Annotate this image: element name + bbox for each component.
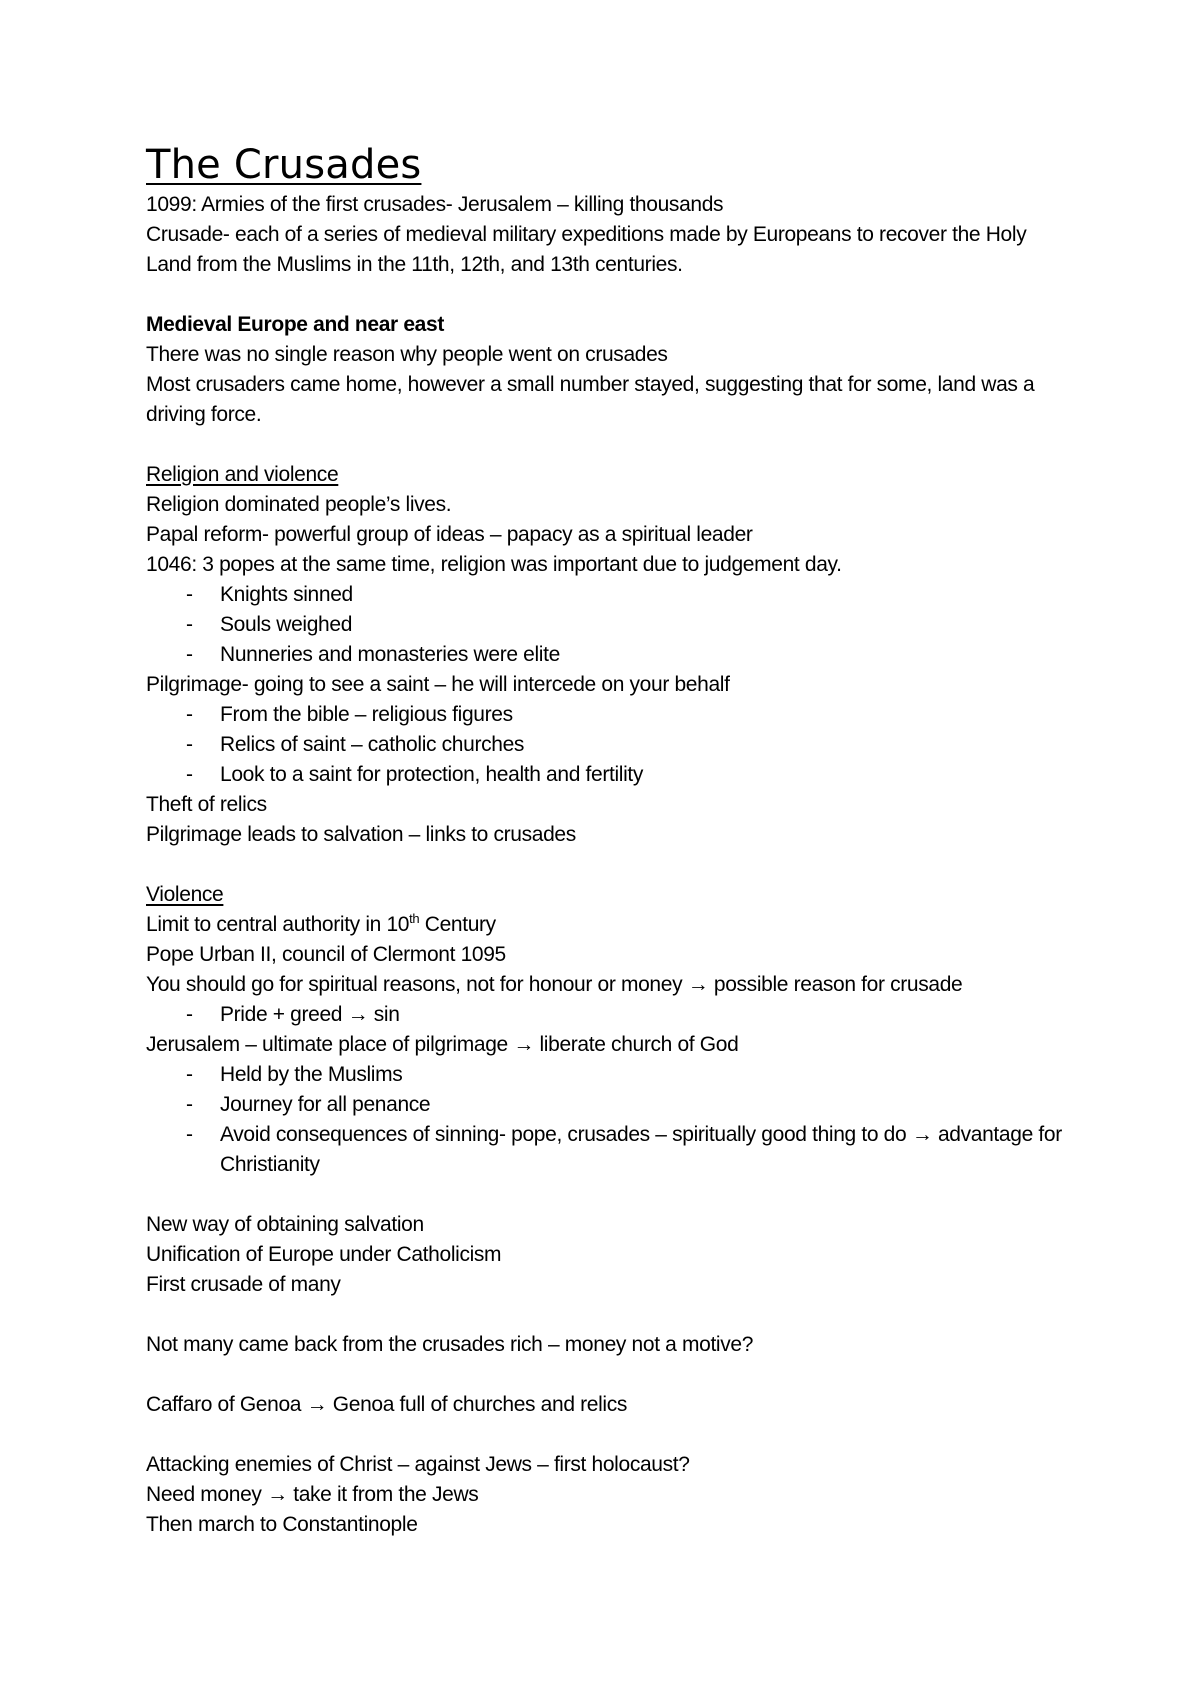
text-line: Then march to Constantinople bbox=[146, 1513, 418, 1536]
dash-bullet: - bbox=[186, 1063, 193, 1086]
text-line: Pilgrimage- going to see a saint – he will intercede on your behalf bbox=[146, 673, 730, 696]
text-line: New way of obtaining salvation bbox=[146, 1213, 424, 1236]
text-line: Pope Urban II, council of Clermont 1095 bbox=[146, 943, 506, 966]
dash-bullet: - bbox=[186, 613, 193, 636]
text-line: Theft of relics bbox=[146, 793, 267, 816]
text-line: Attacking enemies of Christ – against Jews – first holocaust? bbox=[146, 1453, 690, 1476]
superscript: th bbox=[409, 911, 420, 926]
dash-bullet: - bbox=[186, 583, 193, 606]
text-line: First crusade of many bbox=[146, 1273, 341, 1296]
dash-bullet: - bbox=[186, 1003, 193, 1026]
text-line: Limit to central authority in 10th Century bbox=[146, 911, 496, 936]
arrow-icon: → bbox=[306, 1393, 328, 1416]
section-heading: Religion and violence bbox=[146, 463, 339, 486]
list-item: - Held by the Muslims bbox=[146, 1060, 1076, 1090]
section-heading: Violence bbox=[146, 883, 224, 906]
page-title: The Crusades bbox=[146, 142, 422, 188]
text-line: Most crusaders came home, however a small number stayed, suggesting that for some, land was a driving force. bbox=[146, 373, 1035, 426]
dash-bullet: - bbox=[186, 1093, 193, 1116]
text-line: Pilgrimage leads to salvation – links to crusades bbox=[146, 823, 576, 846]
intro-line: 1099: Armies of the first crusades- Jerusalem – killing thousands bbox=[146, 193, 724, 216]
arrow-icon: → bbox=[513, 1033, 534, 1056]
arrow-icon: → bbox=[687, 973, 709, 996]
list-item: - From the bible – religious figures bbox=[146, 700, 1076, 730]
document-body bbox=[146, 140, 1076, 1540]
list-item: - Avoid consequences of sinning- pope, crusades – spiritually good thing to do → advantage for Christianity bbox=[146, 1120, 1076, 1180]
list-item: - Look to a saint for protection, health and fertility bbox=[146, 760, 1076, 790]
list-item: - Relics of saint – catholic churches bbox=[146, 730, 1076, 760]
list-item: - Nunneries and monasteries were elite bbox=[146, 640, 1076, 670]
list-item: - Journey for all penance bbox=[146, 1090, 1076, 1120]
text-line: Unification of Europe under Catholicism bbox=[146, 1243, 502, 1266]
section-heading: Medieval Europe and near east bbox=[146, 313, 444, 336]
text-line: Papal reform- powerful group of ideas – papacy as a spiritual leader bbox=[146, 523, 753, 546]
text-line: 1046: 3 popes at the same time, religion was important due to judgement day. bbox=[146, 553, 842, 576]
text-line: You should go for spiritual reasons, not for honour or money → possible reason for crusade bbox=[146, 973, 963, 996]
dash-bullet: - bbox=[186, 763, 193, 786]
dash-bullet: - bbox=[186, 643, 193, 666]
text-line: Caffaro of Genoa → Genoa full of churches and relics bbox=[146, 1393, 628, 1416]
list-item: - Pride + greed → sin bbox=[146, 1000, 1076, 1030]
arrow-icon: → bbox=[911, 1123, 933, 1146]
dash-bullet: - bbox=[186, 733, 193, 756]
list-item: - Souls weighed bbox=[146, 610, 1076, 640]
arrow-icon: → bbox=[267, 1483, 288, 1506]
text-line: Religion dominated people’s lives. bbox=[146, 493, 452, 516]
list-item: - Knights sinned bbox=[146, 580, 1076, 610]
intro-line: Crusade- each of a series of medieval military expeditions made by Europeans to recover the Holy Land from the Muslims in the 11th, 12th, and 13th centuries. bbox=[146, 223, 1027, 276]
text-line: Need money → take it from the Jews bbox=[146, 1483, 479, 1506]
text-line: Jerusalem – ultimate place of pilgrimage → liberate church of God bbox=[146, 1033, 739, 1056]
dash-bullet: - bbox=[186, 1123, 193, 1146]
dash-bullet: - bbox=[186, 703, 193, 726]
text-line: There was no single reason why people went on crusades bbox=[146, 343, 668, 366]
arrow-icon: → bbox=[347, 1003, 369, 1026]
text-line: Not many came back from the crusades rich – money not a motive? bbox=[146, 1333, 754, 1356]
